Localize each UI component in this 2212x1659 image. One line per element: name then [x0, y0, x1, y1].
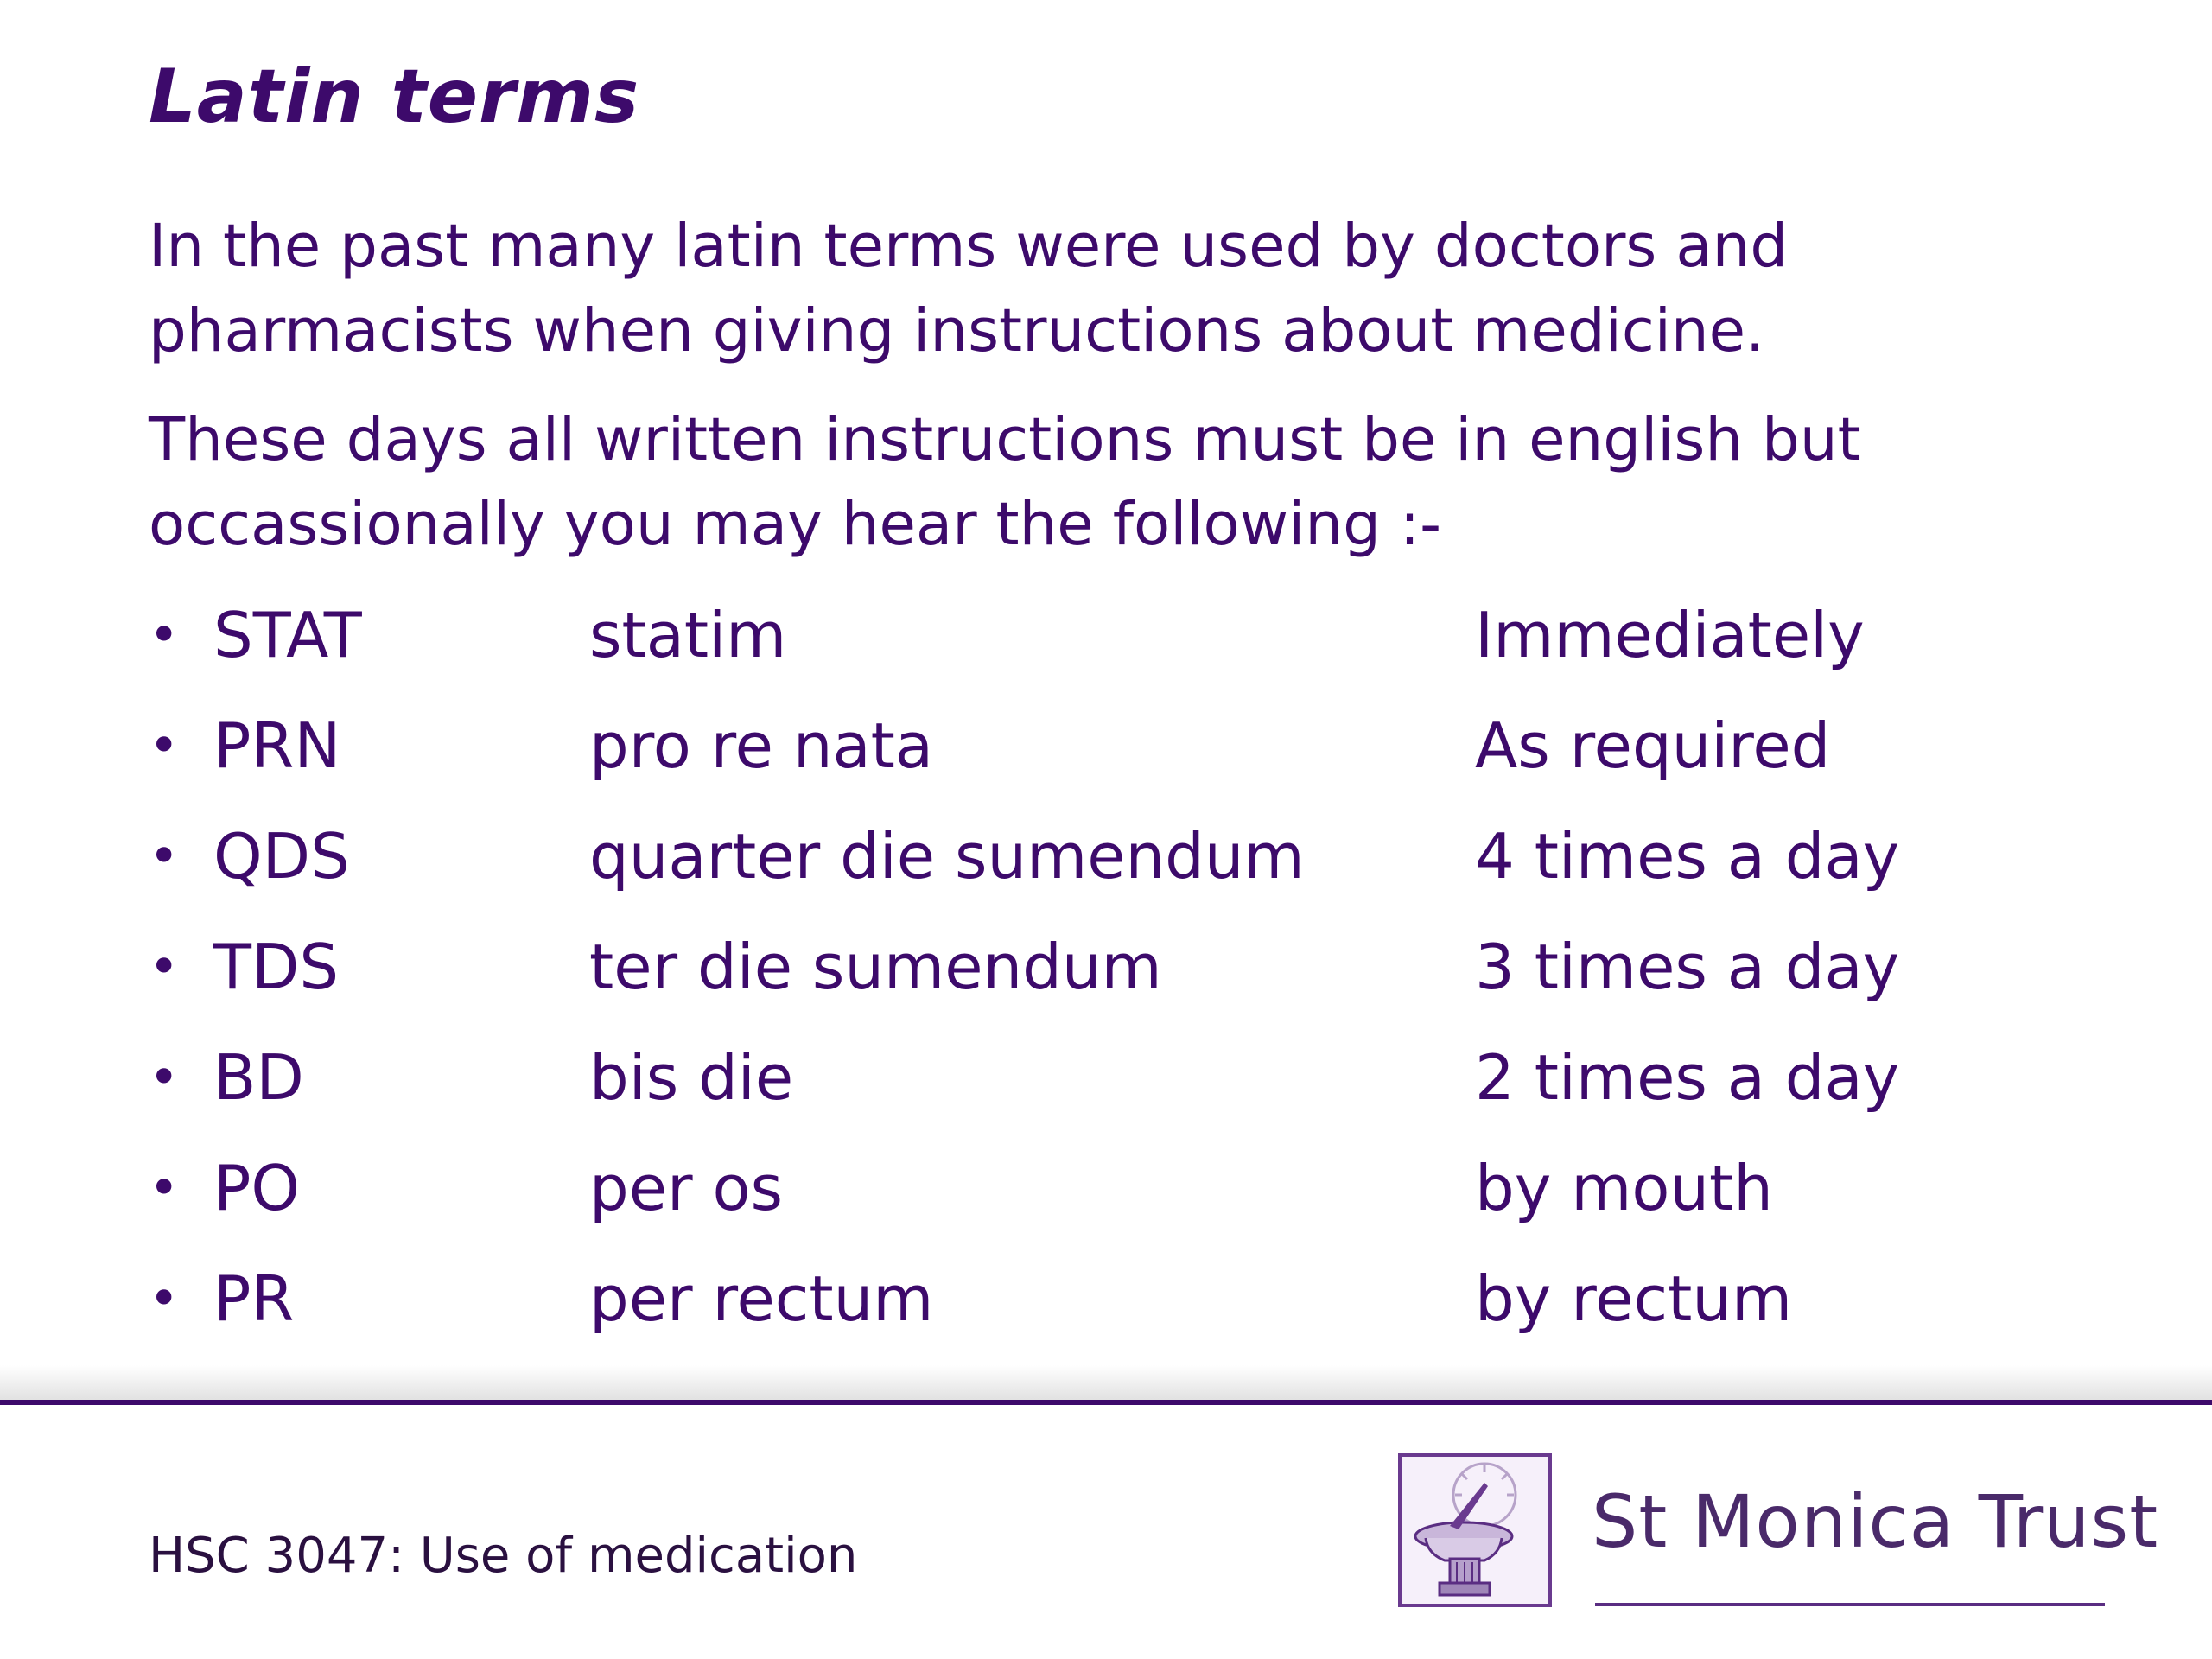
- slide-title: Latin terms: [149, 54, 640, 140]
- list-item: [149, 925, 2136, 1035]
- bullet: •: [149, 1268, 180, 1329]
- brand-name: St Monica Trust: [1592, 1479, 2159, 1564]
- term-latin: bis die: [589, 1041, 794, 1114]
- term-meaning: Immediately: [1475, 599, 1865, 671]
- list-item: [149, 593, 2136, 703]
- bullet: •: [149, 1158, 180, 1218]
- term-abbreviation: STAT: [213, 599, 362, 671]
- bullet: •: [149, 715, 180, 776]
- list-item: [149, 703, 2136, 814]
- term-meaning: As required: [1475, 709, 1831, 782]
- term-abbreviation: QDS: [213, 820, 350, 893]
- latin-terms-list: [149, 593, 2136, 1367]
- term-meaning: by rectum: [1475, 1262, 1793, 1335]
- list-item: [149, 814, 2136, 925]
- context-paragraph: These days all written instructions must be in english but occassionally you may hear the following :-: [149, 405, 1861, 559]
- bullet: •: [149, 937, 180, 997]
- brand-underline: [1595, 1603, 2105, 1606]
- divider-shadow: [0, 1365, 2212, 1400]
- term-meaning: 3 times a day: [1475, 931, 1900, 1003]
- intro-paragraph: In the past many latin terms were used by doctors and pharmacists when giving instructions about medicine.: [149, 212, 1789, 365]
- term-latin: statim: [589, 599, 787, 671]
- term-abbreviation: TDS: [213, 931, 340, 1003]
- term-abbreviation: PO: [213, 1152, 301, 1224]
- list-item: [149, 1146, 2136, 1256]
- bullet: •: [149, 1047, 180, 1108]
- course-label: HSC 3047: Use of medication: [149, 1528, 858, 1584]
- bullet: •: [149, 605, 180, 665]
- term-abbreviation: PR: [213, 1262, 295, 1335]
- list-item: [149, 1256, 2136, 1367]
- bullet: •: [149, 826, 180, 887]
- term-meaning: 2 times a day: [1475, 1041, 1900, 1114]
- term-latin: ter die sumendum: [589, 931, 1162, 1003]
- term-abbreviation: BD: [213, 1041, 304, 1114]
- term-latin: per os: [589, 1152, 784, 1224]
- sundial-logo-icon: [1398, 1453, 1552, 1607]
- term-meaning: 4 times a day: [1475, 820, 1900, 893]
- list-item: [149, 1035, 2136, 1146]
- term-latin: per rectum: [589, 1262, 934, 1335]
- term-meaning: by mouth: [1475, 1152, 1773, 1224]
- term-latin: quarter die sumendum: [589, 820, 1305, 893]
- term-abbreviation: PRN: [213, 709, 341, 782]
- footer-divider: [0, 1400, 2212, 1405]
- term-latin: pro re nata: [589, 709, 933, 782]
